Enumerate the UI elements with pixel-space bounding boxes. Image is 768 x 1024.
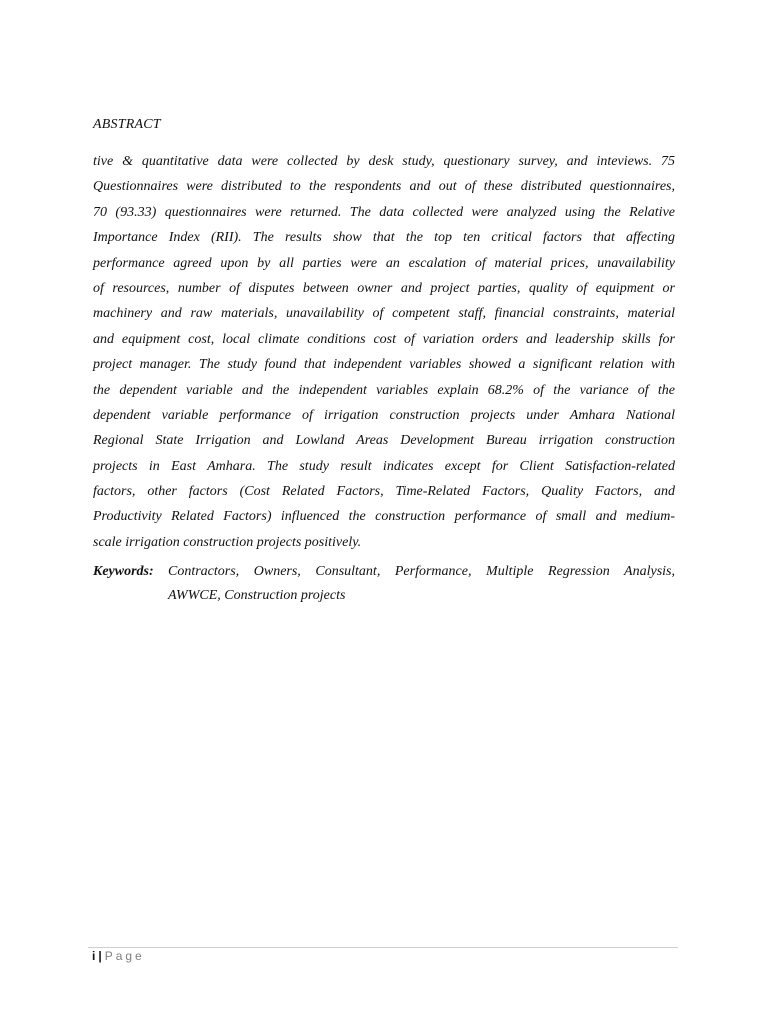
footer-divider bbox=[88, 947, 678, 948]
page-number: i bbox=[92, 949, 96, 963]
abstract-line: and equipment cost, local climate conditions cost of variation orders and leadership skills for bbox=[93, 331, 675, 347]
abstract-line: Questionnaires were distributed to the respondents and out of these distributed questionnaires, bbox=[93, 179, 675, 195]
abstract-line: dependent variable performance of irrigation construction projects under Amhara National bbox=[93, 407, 675, 423]
keywords-line-2: AWWCE, Construction projects bbox=[168, 588, 346, 603]
abstract-heading: ABSTRACT bbox=[93, 117, 161, 132]
abstract-line: project manager. The study found that independent variables showed a significant relation with bbox=[93, 357, 675, 373]
abstract-line: Importance Index (RII). The results show that the top ten critical factors that affecting bbox=[93, 230, 675, 246]
abstract-line: projects in East Amhara. The study result indicates except for Client Satisfaction-related bbox=[93, 458, 675, 474]
abstract-line: performance agreed upon by all parties were an escalation of material prices, unavailability bbox=[93, 255, 675, 271]
abstract-line: the dependent variable and the independent variables explain 68.2% of the variance of the bbox=[93, 382, 675, 398]
keywords-row bbox=[93, 560, 675, 584]
abstract-line: machinery and raw materials, unavailability of competent staff, financial constraints, material bbox=[93, 306, 675, 322]
abstract-line: Productivity Related Factors) influenced the construction performance of small and medium- bbox=[93, 509, 675, 525]
abstract-line: Regional State Irrigation and Lowland Areas Development Bureau irrigation construction bbox=[93, 433, 675, 449]
abstract-line: of resources, number of disputes between owner and project parties, quality of equipment or bbox=[93, 280, 675, 296]
abstract-body bbox=[93, 149, 675, 555]
keywords-label: Keywords: bbox=[93, 564, 154, 579]
abstract-line: 70 (93.33) questionnaires were returned. The data collected were analyzed using the Relative bbox=[93, 204, 675, 220]
page-footer bbox=[92, 949, 145, 963]
abstract-line: tive & quantitative data were collected by desk study, questionary survey, and inteviews. 75 bbox=[93, 154, 675, 169]
page-label: Page bbox=[104, 949, 145, 963]
abstract-line: factors, other factors (Cost Related Factors, Time-Related Factors, Quality Factors, and bbox=[93, 484, 675, 500]
keywords-block bbox=[93, 560, 675, 608]
footer-separator: | bbox=[98, 949, 102, 963]
abstract-line: scale irrigation construction projects positively. bbox=[93, 534, 362, 550]
keywords-line-1: Contractors, Owners, Consultant, Performance, Multiple Regression Analysis, bbox=[168, 564, 675, 579]
